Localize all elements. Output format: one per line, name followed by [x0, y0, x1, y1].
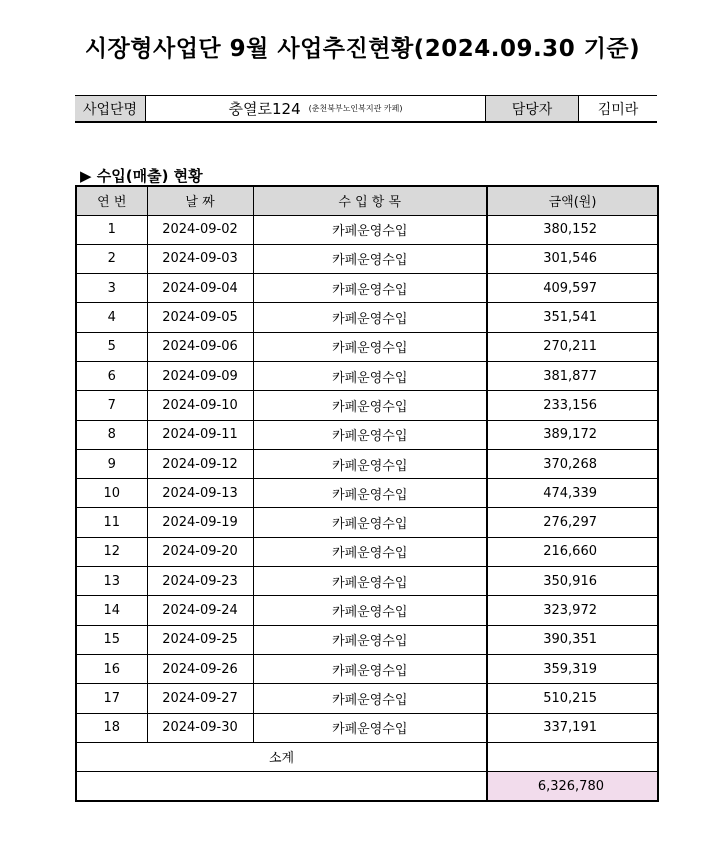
table-row	[76, 449, 658, 478]
row-amount: 510,215	[487, 684, 658, 713]
row-no: 1	[76, 215, 147, 244]
row-date: 2024-09-11	[147, 420, 253, 449]
row-item: 카페운영수입	[253, 537, 487, 566]
table-row	[76, 625, 658, 654]
row-no: 14	[76, 596, 147, 625]
table-row	[76, 508, 658, 537]
row-item: 카페운영수입	[253, 654, 487, 683]
row-no: 4	[76, 303, 147, 332]
row-item: 카페운영수입	[253, 215, 487, 244]
row-item: 카페운영수입	[253, 684, 487, 713]
row-no: 6	[76, 361, 147, 390]
manager-name: 김미라	[597, 101, 639, 118]
row-date: 2024-09-26	[147, 654, 253, 683]
row-item: 카페운영수입	[253, 244, 487, 273]
row-no: 8	[76, 420, 147, 449]
row-date: 2024-09-23	[147, 567, 253, 596]
row-date: 2024-09-05	[147, 303, 253, 332]
group-sub: (춘천북부노인복지관 카페)	[308, 104, 403, 113]
table-row	[76, 332, 658, 361]
row-amount: 337,191	[487, 713, 658, 742]
row-date: 2024-09-03	[147, 244, 253, 273]
row-date: 2024-09-06	[147, 332, 253, 361]
row-item: 카페운영수입	[253, 479, 487, 508]
row-item: 카페운영수입	[253, 713, 487, 742]
row-amount: 233,156	[487, 391, 658, 420]
row-amount: 409,597	[487, 274, 658, 303]
row-item: 카페운영수입	[253, 391, 487, 420]
row-item: 카페운영수입	[253, 449, 487, 478]
row-amount: 350,916	[487, 567, 658, 596]
group-name-cell	[146, 96, 486, 121]
table-row	[76, 361, 658, 390]
header-date: 날 짜	[147, 186, 253, 215]
row-date: 2024-09-19	[147, 508, 253, 537]
row-no: 17	[76, 684, 147, 713]
row-date: 2024-09-09	[147, 361, 253, 390]
row-amount: 359,319	[487, 654, 658, 683]
table-row	[76, 215, 658, 244]
row-amount: 270,211	[487, 332, 658, 361]
row-amount: 351,541	[487, 303, 658, 332]
table-row	[76, 537, 658, 566]
row-amount: 380,152	[487, 215, 658, 244]
table-row	[76, 596, 658, 625]
total-empty	[76, 772, 487, 801]
row-date: 2024-09-10	[147, 391, 253, 420]
row-date: 2024-09-30	[147, 713, 253, 742]
table-row	[76, 274, 658, 303]
table-header-row	[76, 186, 658, 215]
table-row	[76, 303, 658, 332]
row-item: 카페운영수입	[253, 303, 487, 332]
row-date: 2024-09-27	[147, 684, 253, 713]
row-no: 16	[76, 654, 147, 683]
row-no: 3	[76, 274, 147, 303]
section-title: ▶ 수입(매출) 현황	[80, 167, 203, 185]
info-row	[75, 95, 657, 123]
row-item: 카페운영수입	[253, 567, 487, 596]
row-item: 카페운영수입	[253, 361, 487, 390]
row-amount: 323,972	[487, 596, 658, 625]
row-no: 10	[76, 479, 147, 508]
row-no: 2	[76, 244, 147, 273]
row-date: 2024-09-12	[147, 449, 253, 478]
table-row	[76, 420, 658, 449]
row-item: 카페운영수입	[253, 420, 487, 449]
row-no: 18	[76, 713, 147, 742]
group-name: 충열로124	[228, 100, 301, 118]
table-row	[76, 479, 658, 508]
row-no: 9	[76, 449, 147, 478]
table-row	[76, 684, 658, 713]
table-row	[76, 244, 658, 273]
total-amount: 6,326,780	[487, 772, 658, 801]
row-amount: 370,268	[487, 449, 658, 478]
row-amount: 389,172	[487, 420, 658, 449]
row-no: 11	[76, 508, 147, 537]
row-date: 2024-09-20	[147, 537, 253, 566]
total-row	[76, 772, 658, 801]
row-amount: 216,660	[487, 537, 658, 566]
row-amount: 381,877	[487, 361, 658, 390]
row-no: 5	[76, 332, 147, 361]
row-item: 카페운영수입	[253, 332, 487, 361]
row-date: 2024-09-24	[147, 596, 253, 625]
row-no: 7	[76, 391, 147, 420]
page-title: 시장형사업단 9월 사업추진현황(2024.09.30 기준)	[84, 36, 641, 62]
table-row	[76, 713, 658, 742]
subtotal-empty	[487, 742, 658, 771]
row-item: 카페운영수입	[253, 596, 487, 625]
row-date: 2024-09-02	[147, 215, 253, 244]
revenue-table	[75, 185, 659, 802]
row-amount: 301,546	[487, 244, 658, 273]
manager-label: 담당자	[486, 96, 579, 121]
row-date: 2024-09-25	[147, 625, 253, 654]
row-no: 15	[76, 625, 147, 654]
group-label: 사업단명	[75, 96, 146, 121]
table-row	[76, 567, 658, 596]
table-row	[76, 391, 658, 420]
row-amount: 276,297	[487, 508, 658, 537]
header-no: 연 번	[76, 186, 147, 215]
header-item: 수 입 항 목	[253, 186, 487, 215]
subtotal-row	[76, 742, 658, 771]
row-amount: 390,351	[487, 625, 658, 654]
row-no: 12	[76, 537, 147, 566]
row-date: 2024-09-04	[147, 274, 253, 303]
row-date: 2024-09-13	[147, 479, 253, 508]
header-amount: 금액(원)	[487, 186, 658, 215]
row-item: 카페운영수입	[253, 508, 487, 537]
row-item: 카페운영수입	[253, 625, 487, 654]
subtotal-label: 소계	[76, 742, 487, 771]
row-amount: 474,339	[487, 479, 658, 508]
row-item: 카페운영수입	[253, 274, 487, 303]
row-no: 13	[76, 567, 147, 596]
table-row	[76, 654, 658, 683]
